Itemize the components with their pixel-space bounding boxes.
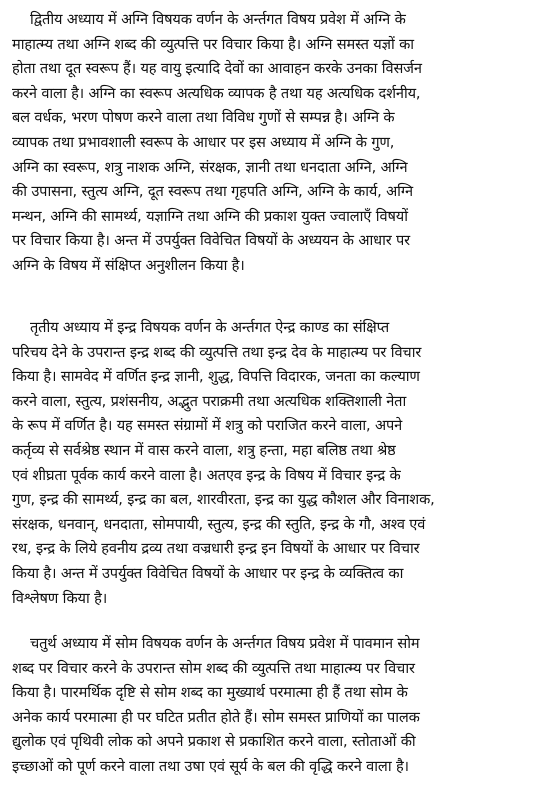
text-line: करने वाला, स्तुत्य, प्रशंसनीय, अद्भुत पराक्रमी तथा अत्यधिक शक्तिशाली नेता — [12, 392, 407, 410]
text-line: पर विचार किया है। अन्त में उपर्युक्त विवेचित विषयों के अध्ययन के आधार पर — [12, 232, 410, 250]
text-line: किया है। पारमर्थिक दृष्टि से सोम शब्द का मुख्यार्थ परमात्मा ही हैं तथा सोम के — [12, 684, 408, 702]
text-line: परिचय देने के उपरान्त इन्द्र शब्द की व्युत्पत्ति तथा इन्द्र देव के माहात्म्य पर विचार — [12, 343, 422, 361]
text-line: गुण, इन्द्र की सामर्थ्य, इन्द्र का बल, शारवीरता, इन्द्र का युद्ध कौशल और विनाशक, — [12, 491, 435, 509]
text-line: माहात्म्य तथा अग्नि शब्द की व्युत्पत्ति पर विचार किया है। अग्नि समस्त यज्ञों का — [12, 35, 414, 53]
text-line: किया है। अन्त में उपर्युक्त विवेचित विषयों के आधार पर इन्द्र के व्यक्तित्व का — [12, 564, 404, 582]
text-line: अग्नि का स्वरूप, शत्रु नाशक अग्नि, संरक्षक, ज्ञानी तथा धनदाता अग्नि, अग्नि — [12, 158, 408, 176]
paragraph-chapter-3-indra — [12, 316, 538, 611]
text-line: रथ, इन्द्र के लिये हवनीय द्रव्य तथा वज्रधारी इन्द्र इन विषयों के आधार पर विचार — [12, 540, 420, 558]
text-line: शब्द पर विचार करने के उपरान्त सोम शब्द की व्युत्पत्ति तथा माहात्म्य पर विचार — [12, 659, 415, 677]
text-line: द्युलोक एवं पृथिवी लोक को अपने प्रकाश से प्रकाशित करने वाला, स्तोताओं की — [12, 733, 416, 751]
text-line: इच्छाओं को पूर्ण करने वाला तथा उषा एवं सूर्य के बल की वृद्धि करने वाला है। — [12, 757, 409, 775]
text-line: अग्नि के विषय में संक्षिप्त अनुशीलन किया है। — [12, 256, 245, 274]
text-line: कर्तृव्य से सर्वश्रेष्ठ स्थान में वास करने वाला, शत्रु हन्ता, महा बलिष्ठ तथा श्रेष्ठ — [12, 441, 396, 459]
text-line: व्यापक तथा प्रभावशाली स्वरूप के आधार पर इस अध्याय में अग्नि के गुण, — [12, 133, 395, 151]
text-line: होता तथा दूत स्वरूप हैं। यह वायु इत्यादि देवों का आवाहन करके उनका विसर्जन — [12, 60, 422, 78]
text-line: के रूप में वर्णित है। यह समस्त संग्रामों में शत्रु को पराजित करने वाला, अपने — [12, 417, 403, 435]
text-line: चतुर्थ अध्याय में सोम विषयक वर्णन के अर्न्तगत विषय प्रवेश में पावमान सोम — [30, 635, 420, 652]
text-line: की उपासना, स्तुत्य अग्नि, दूत स्वरूप तथा गृहपति अग्नि, अग्नि के कार्य, अग्नि — [12, 183, 413, 201]
text-line: करने वाला है। अग्नि का स्वरूप अत्यधिक व्यापक है तथा यह अत्यधिक दर्शनीय, — [12, 84, 421, 102]
text-line: बल वर्धक, भरण पोषण करने वाला तथा विविध गुणों से सम्पन्न है। अग्नि के — [12, 109, 395, 127]
paragraph-chapter-4-soma — [12, 632, 538, 780]
paragraph-chapter-2-agni — [12, 8, 538, 279]
text-line: तृतीय अध्याय में इन्द्र विषयक वर्णन के अर्न्तगत ऐन्द्र काण्ड का संक्षिप्त — [30, 319, 390, 336]
text-line: अनेक कार्य परमात्मा ही पर घटित प्रतीत होते हैं। सोम समस्त प्राणियों का पालक — [12, 708, 420, 726]
text-line: संरक्षक, धनवान्, धनदाता, सोमपायी, स्तुत्य, इन्द्र की स्तुति, इन्द्र के गौ, अश्व एवं — [12, 515, 426, 533]
text-line: किया है। सामवेद में वर्णित इन्द्र ज्ञानी, शुद्ध, विपत्ति विदारक, जनता का कल्याण — [12, 368, 420, 386]
text-line: मन्थन, अग्नि की सामर्थ्य, यज्ञाग्नि तथा अग्नि की प्रकाश युक्त ज्वालाएँ विषयों — [12, 207, 408, 225]
text-line: द्वितीय अध्याय में अग्नि विषयक वर्णन के अर्न्तगत विषय प्रवेश में अग्नि के — [30, 11, 406, 28]
text-line: विश्लेषण किया है। — [12, 589, 108, 607]
text-line: एवं शीघ्रता पूर्वक कार्य करने वाला है। अतएव इन्द्र के विषय में विचार इन्द्र के — [12, 466, 401, 484]
